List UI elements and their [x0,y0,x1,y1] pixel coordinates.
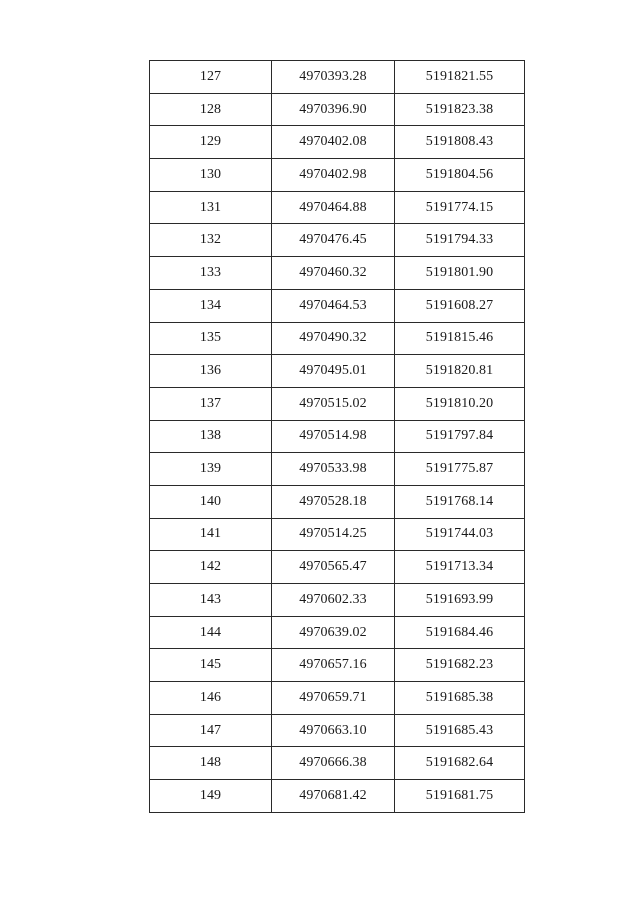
x-coordinate-cell: 4970602.33 [272,584,395,617]
point-number-cell: 141 [150,518,272,551]
point-number-cell: 137 [150,387,272,420]
table-row [150,747,525,780]
x-coordinate-cell: 4970659.71 [272,682,395,715]
x-coordinate-cell: 4970495.01 [272,355,395,388]
point-number-cell: 149 [150,780,272,813]
table-row [150,453,525,486]
x-coordinate-cell: 4970514.25 [272,518,395,551]
x-coordinate-cell: 4970476.45 [272,224,395,257]
x-coordinate-cell: 4970393.28 [272,61,395,94]
x-coordinate-cell: 4970681.42 [272,780,395,813]
point-number-cell: 148 [150,747,272,780]
y-coordinate-cell: 5191684.46 [395,616,525,649]
y-coordinate-cell: 5191797.84 [395,420,525,453]
table-row [150,159,525,192]
x-coordinate-cell: 4970666.38 [272,747,395,780]
y-coordinate-cell: 5191775.87 [395,453,525,486]
point-number-cell: 146 [150,682,272,715]
point-number-cell: 136 [150,355,272,388]
point-number-cell: 132 [150,224,272,257]
table-row [150,322,525,355]
y-coordinate-cell: 5191682.64 [395,747,525,780]
table-row [150,126,525,159]
table-row [150,682,525,715]
x-coordinate-cell: 4970402.98 [272,159,395,192]
table-row [150,485,525,518]
x-coordinate-cell: 4970396.90 [272,93,395,126]
y-coordinate-cell: 5191823.38 [395,93,525,126]
y-coordinate-cell: 5191820.81 [395,355,525,388]
point-number-cell: 144 [150,616,272,649]
point-number-cell: 130 [150,159,272,192]
x-coordinate-cell: 4970402.08 [272,126,395,159]
table-row [150,224,525,257]
x-coordinate-cell: 4970490.32 [272,322,395,355]
x-coordinate-cell: 4970657.16 [272,649,395,682]
y-coordinate-cell: 5191794.33 [395,224,525,257]
point-number-cell: 147 [150,714,272,747]
point-number-cell: 131 [150,191,272,224]
x-coordinate-cell: 4970514.98 [272,420,395,453]
point-number-cell: 133 [150,257,272,290]
table-row [150,649,525,682]
y-coordinate-cell: 5191821.55 [395,61,525,94]
y-coordinate-cell: 5191685.38 [395,682,525,715]
coordinate-table [149,60,525,813]
y-coordinate-cell: 5191685.43 [395,714,525,747]
point-number-cell: 145 [150,649,272,682]
point-number-cell: 143 [150,584,272,617]
y-coordinate-cell: 5191713.34 [395,551,525,584]
x-coordinate-cell: 4970639.02 [272,616,395,649]
y-coordinate-cell: 5191608.27 [395,289,525,322]
x-coordinate-cell: 4970464.88 [272,191,395,224]
table-row [150,93,525,126]
point-number-cell: 142 [150,551,272,584]
table-row [150,584,525,617]
y-coordinate-cell: 5191768.14 [395,485,525,518]
table-row [150,518,525,551]
table-row [150,355,525,388]
point-number-cell: 138 [150,420,272,453]
table-row [150,780,525,813]
y-coordinate-cell: 5191815.46 [395,322,525,355]
y-coordinate-cell: 5191693.99 [395,584,525,617]
x-coordinate-cell: 4970528.18 [272,485,395,518]
point-number-cell: 134 [150,289,272,322]
coordinate-table-body [150,61,525,813]
y-coordinate-cell: 5191681.75 [395,780,525,813]
table-row [150,714,525,747]
point-number-cell: 129 [150,126,272,159]
table-row [150,191,525,224]
table-row [150,61,525,94]
y-coordinate-cell: 5191801.90 [395,257,525,290]
table-row [150,551,525,584]
point-number-cell: 139 [150,453,272,486]
y-coordinate-cell: 5191810.20 [395,387,525,420]
point-number-cell: 135 [150,322,272,355]
table-row [150,420,525,453]
x-coordinate-cell: 4970533.98 [272,453,395,486]
y-coordinate-cell: 5191804.56 [395,159,525,192]
y-coordinate-cell: 5191774.15 [395,191,525,224]
x-coordinate-cell: 4970464.53 [272,289,395,322]
table-row [150,387,525,420]
point-number-cell: 128 [150,93,272,126]
point-number-cell: 127 [150,61,272,94]
point-number-cell: 140 [150,485,272,518]
y-coordinate-cell: 5191682.23 [395,649,525,682]
table-row [150,616,525,649]
y-coordinate-cell: 5191808.43 [395,126,525,159]
x-coordinate-cell: 4970565.47 [272,551,395,584]
x-coordinate-cell: 4970515.02 [272,387,395,420]
y-coordinate-cell: 5191744.03 [395,518,525,551]
x-coordinate-cell: 4970663.10 [272,714,395,747]
x-coordinate-cell: 4970460.32 [272,257,395,290]
table-row [150,289,525,322]
table-row [150,257,525,290]
